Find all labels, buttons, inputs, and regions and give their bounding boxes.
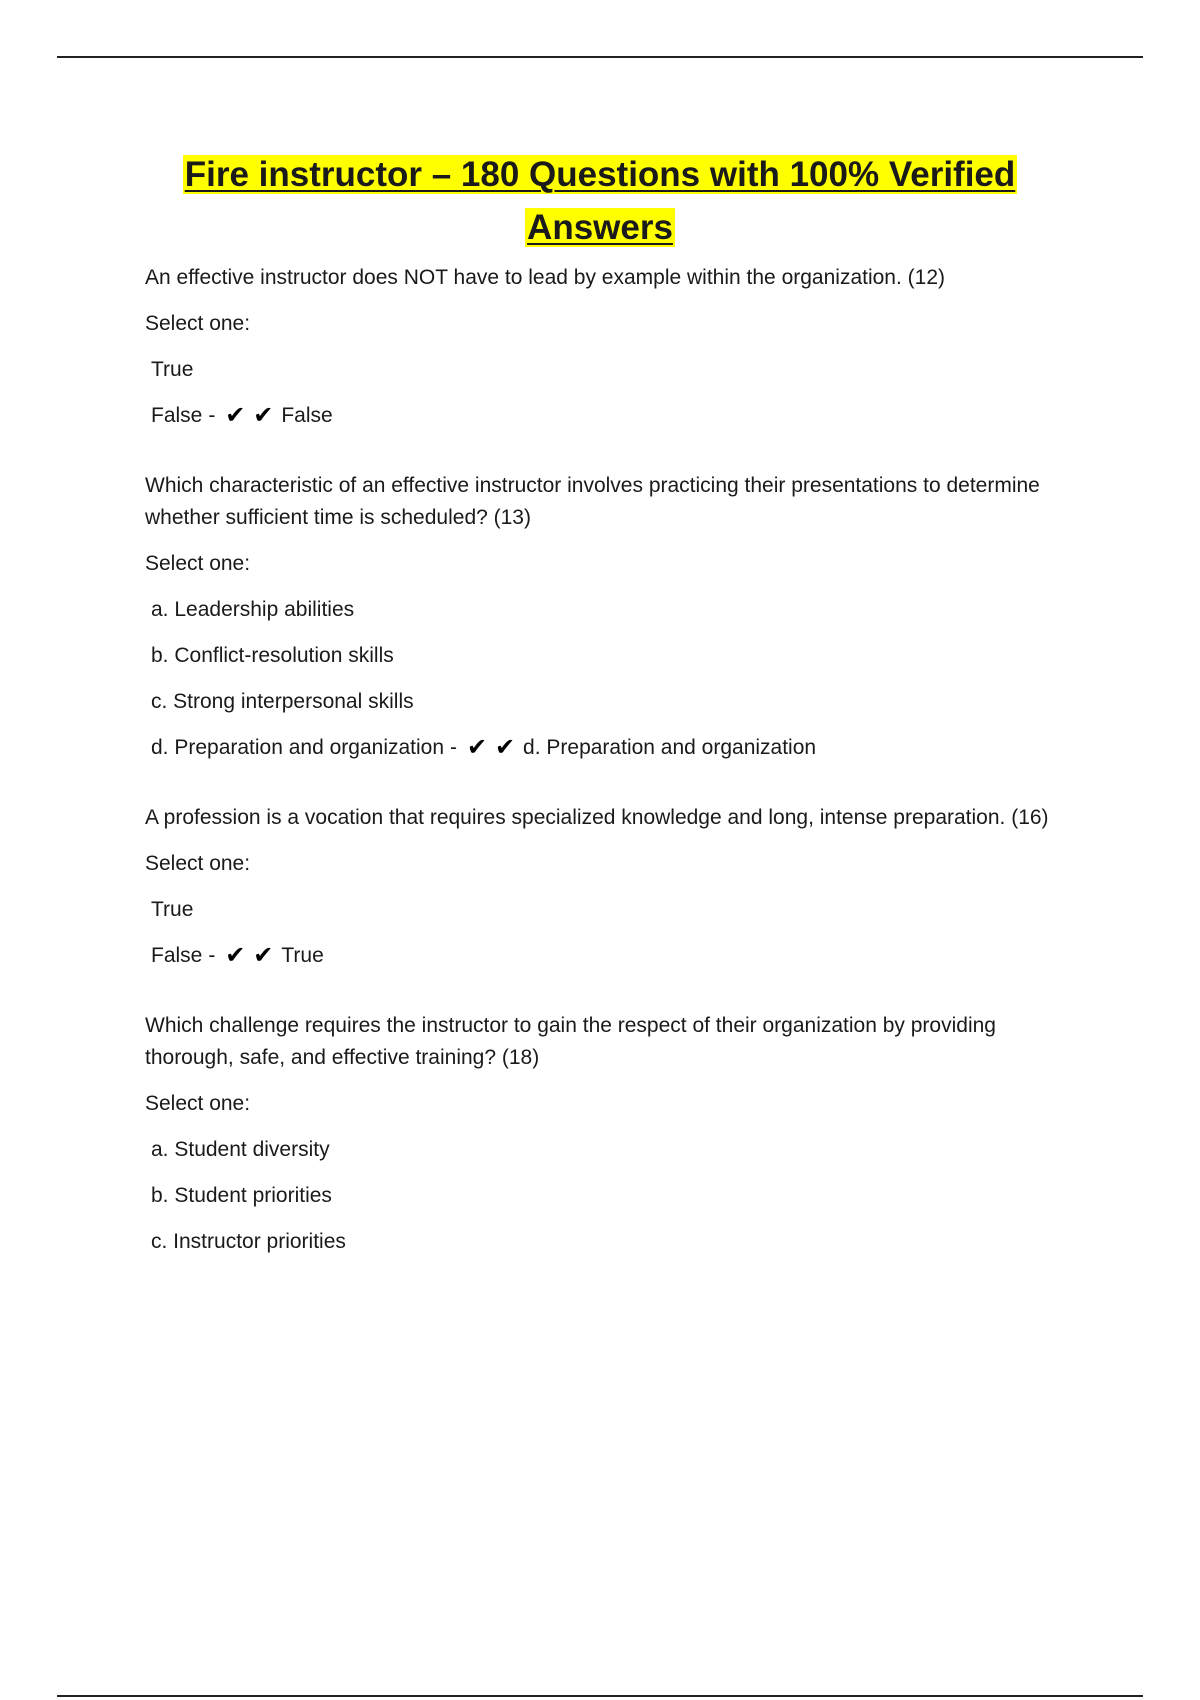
select-one-label: Select one: <box>145 1092 251 1115</box>
page-title <box>0 148 1200 254</box>
answer-separator: - <box>208 404 216 427</box>
top-divider <box>57 56 1143 58</box>
option-b[interactable] <box>151 1180 1065 1212</box>
option-label: a. Student diversity <box>151 1138 330 1161</box>
verified-answer: d. Preparation and organization <box>523 736 817 759</box>
option-a[interactable] <box>151 594 1065 626</box>
option-label: b. Conflict-resolution skills <box>151 644 394 667</box>
check-icon: ✔ <box>225 942 246 969</box>
verified-answer: False <box>281 404 333 427</box>
check-icon: ✔ <box>494 734 516 761</box>
option-a[interactable] <box>151 1134 1065 1166</box>
title-line-1: Fire instructor – 180 Questions with 100% Verified <box>184 155 1016 194</box>
question-text: An effective instructor does NOT have to lead by example within the organization. (12) <box>145 266 945 289</box>
option-c[interactable] <box>151 686 1065 718</box>
check-icon: ✔ <box>253 402 274 429</box>
select-one-label: Select one: <box>145 552 251 575</box>
question-3 <box>145 802 1065 972</box>
select-one-label: Select one: <box>145 312 251 335</box>
option-false[interactable] <box>151 400 1065 432</box>
option-false[interactable] <box>151 940 1065 972</box>
answer-separator: - <box>450 736 458 759</box>
select-one-label: Select one: <box>145 852 251 875</box>
option-label: False <box>151 944 203 967</box>
option-c[interactable] <box>151 1226 1065 1258</box>
option-label: d. Preparation and organization <box>151 736 445 759</box>
answer-separator: - <box>208 944 216 967</box>
option-label: b. Student priorities <box>151 1184 332 1207</box>
option-label: True <box>151 898 194 921</box>
verified-answer: True <box>281 944 324 967</box>
option-label: False <box>151 404 203 427</box>
option-true[interactable] <box>151 894 1065 926</box>
question-list <box>145 262 1065 1296</box>
question-text: A profession is a vocation that requires specialized knowledge and long, intense preparation. (16) <box>145 806 1049 829</box>
option-label: c. Instructor priorities <box>151 1230 346 1253</box>
option-label: True <box>151 358 194 381</box>
title-line-2: Answers <box>527 208 673 247</box>
check-icon: ✔ <box>225 402 246 429</box>
option-true[interactable] <box>151 354 1065 386</box>
option-label: c. Strong interpersonal skills <box>151 690 414 713</box>
check-icon: ✔ <box>253 942 274 969</box>
question-4 <box>145 1010 1065 1258</box>
question-2 <box>145 470 1065 764</box>
bottom-divider <box>57 1695 1143 1697</box>
option-label: a. Leadership abilities <box>151 598 355 621</box>
question-text: Which challenge requires the instructor to gain the respect of their organization by providing thorough, safe, and effective training? (18) <box>145 1014 996 1069</box>
option-d[interactable] <box>151 732 1065 764</box>
option-b[interactable] <box>151 640 1065 672</box>
question-1 <box>145 262 1065 432</box>
check-icon: ✔ <box>466 734 488 761</box>
question-text: Which characteristic of an effective instructor involves practicing their presentations to determine whether sufficient time is scheduled? (13) <box>145 474 1040 529</box>
